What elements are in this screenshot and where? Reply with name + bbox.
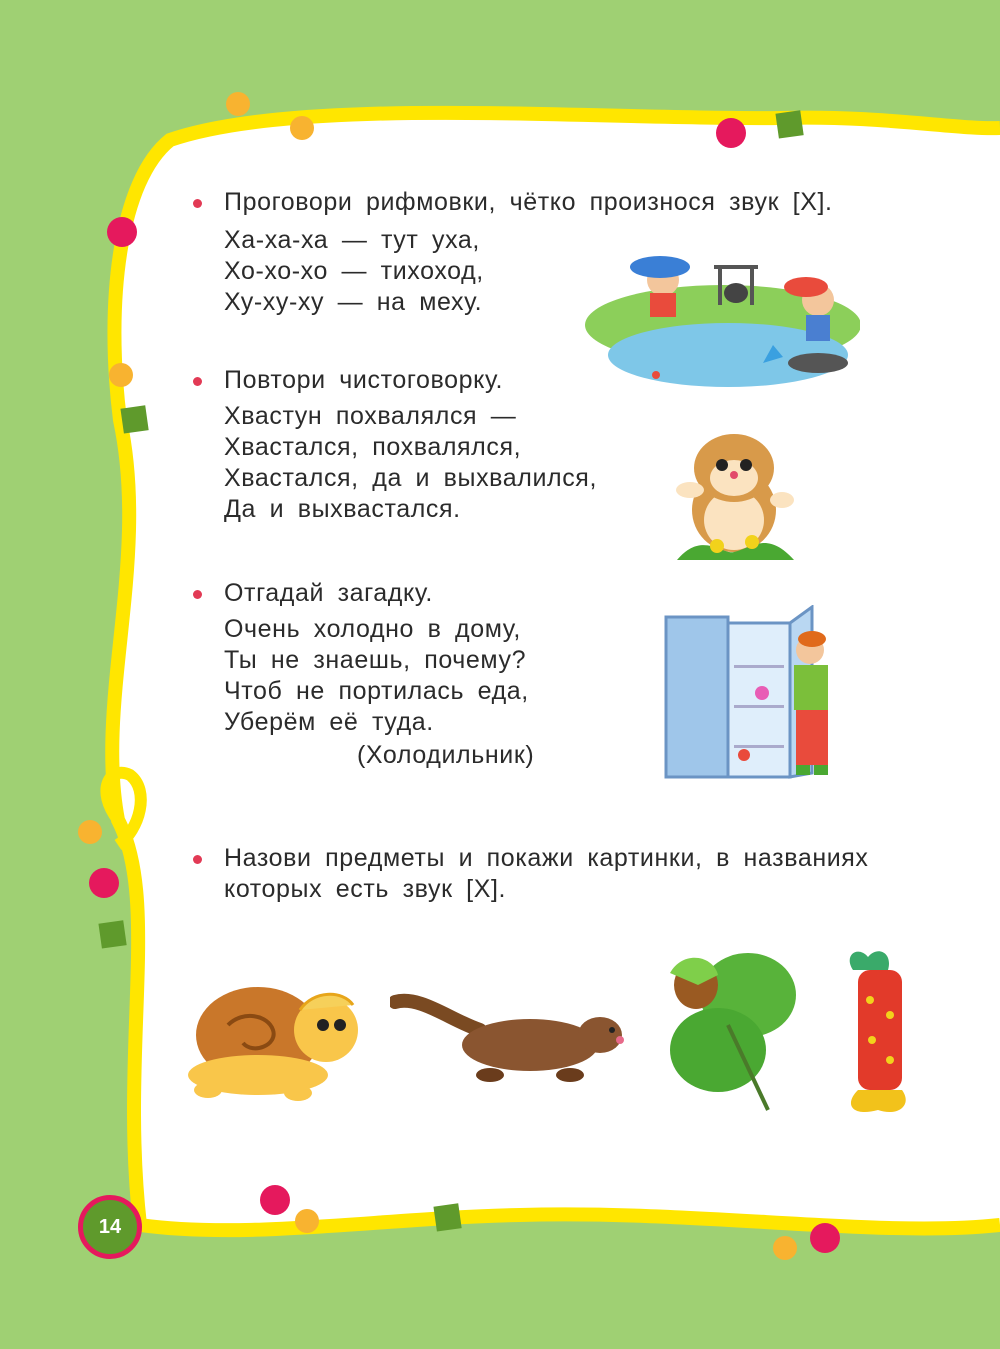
deco-dot: [260, 1185, 290, 1215]
refrigerator-boy-illustration: [662, 605, 847, 785]
riddle-line: Чтоб не портилась еда,: [224, 677, 529, 705]
candy-illustration: [838, 945, 920, 1120]
instruction-4-line-2: которых есть звук [Х].: [224, 875, 507, 903]
deco-dot: [89, 868, 119, 898]
instruction-3: Отгадай загадку.: [224, 579, 433, 607]
instruction-1: Проговори рифмовки, чётко произнося звук [Х].: [224, 188, 833, 216]
deco-dot: [109, 363, 133, 387]
rhyme-line: Ху-ху-ху — на меху.: [224, 288, 483, 316]
deco-dot: [295, 1209, 319, 1233]
deco-dot: [226, 92, 250, 116]
page-number: 14: [78, 1195, 142, 1259]
instruction-2: Повтори чистоговорку.: [224, 366, 504, 394]
mink-illustration: [390, 990, 642, 1090]
rhyme-line: Хо-хо-хо — тихоход,: [224, 257, 484, 285]
bullet: [193, 855, 202, 864]
bullet: [193, 590, 202, 599]
riddle-line: Очень холодно в дому,: [224, 615, 521, 643]
deco-square: [433, 1203, 461, 1231]
rhyme-line: Ха-ха-ха — тут уха,: [224, 226, 480, 254]
hamster-illustration: [672, 420, 797, 575]
deco-square: [775, 110, 803, 138]
fishing-boys-illustration: [578, 245, 860, 390]
tongue-twister-line: Да и выхвастался.: [224, 495, 461, 523]
deco-square: [120, 405, 148, 433]
tongue-twister-line: Хвастун похвалялся —: [224, 402, 517, 430]
hazelnut-leaf-illustration: [658, 945, 810, 1115]
tongue-twister-line: Хвастался, да и выхвалился,: [224, 464, 597, 492]
turtle-illustration: [188, 975, 370, 1105]
deco-square: [98, 920, 126, 948]
bullet: [193, 199, 202, 208]
riddle-answer: (Холодильник): [357, 741, 535, 769]
tongue-twister-line: Хвастался, похвалялся,: [224, 433, 522, 461]
deco-dot: [716, 118, 746, 148]
deco-dot: [78, 820, 102, 844]
deco-dot: [290, 116, 314, 140]
instruction-4-line-1: Назови предметы и покажи картинки, в названиях: [224, 844, 869, 872]
deco-dot: [107, 217, 137, 247]
riddle-line: Уберём её туда.: [224, 708, 434, 736]
bullet: [193, 377, 202, 386]
deco-dot: [810, 1223, 840, 1253]
deco-dot: [773, 1236, 797, 1260]
riddle-line: Ты не знаешь, почему?: [224, 646, 527, 674]
